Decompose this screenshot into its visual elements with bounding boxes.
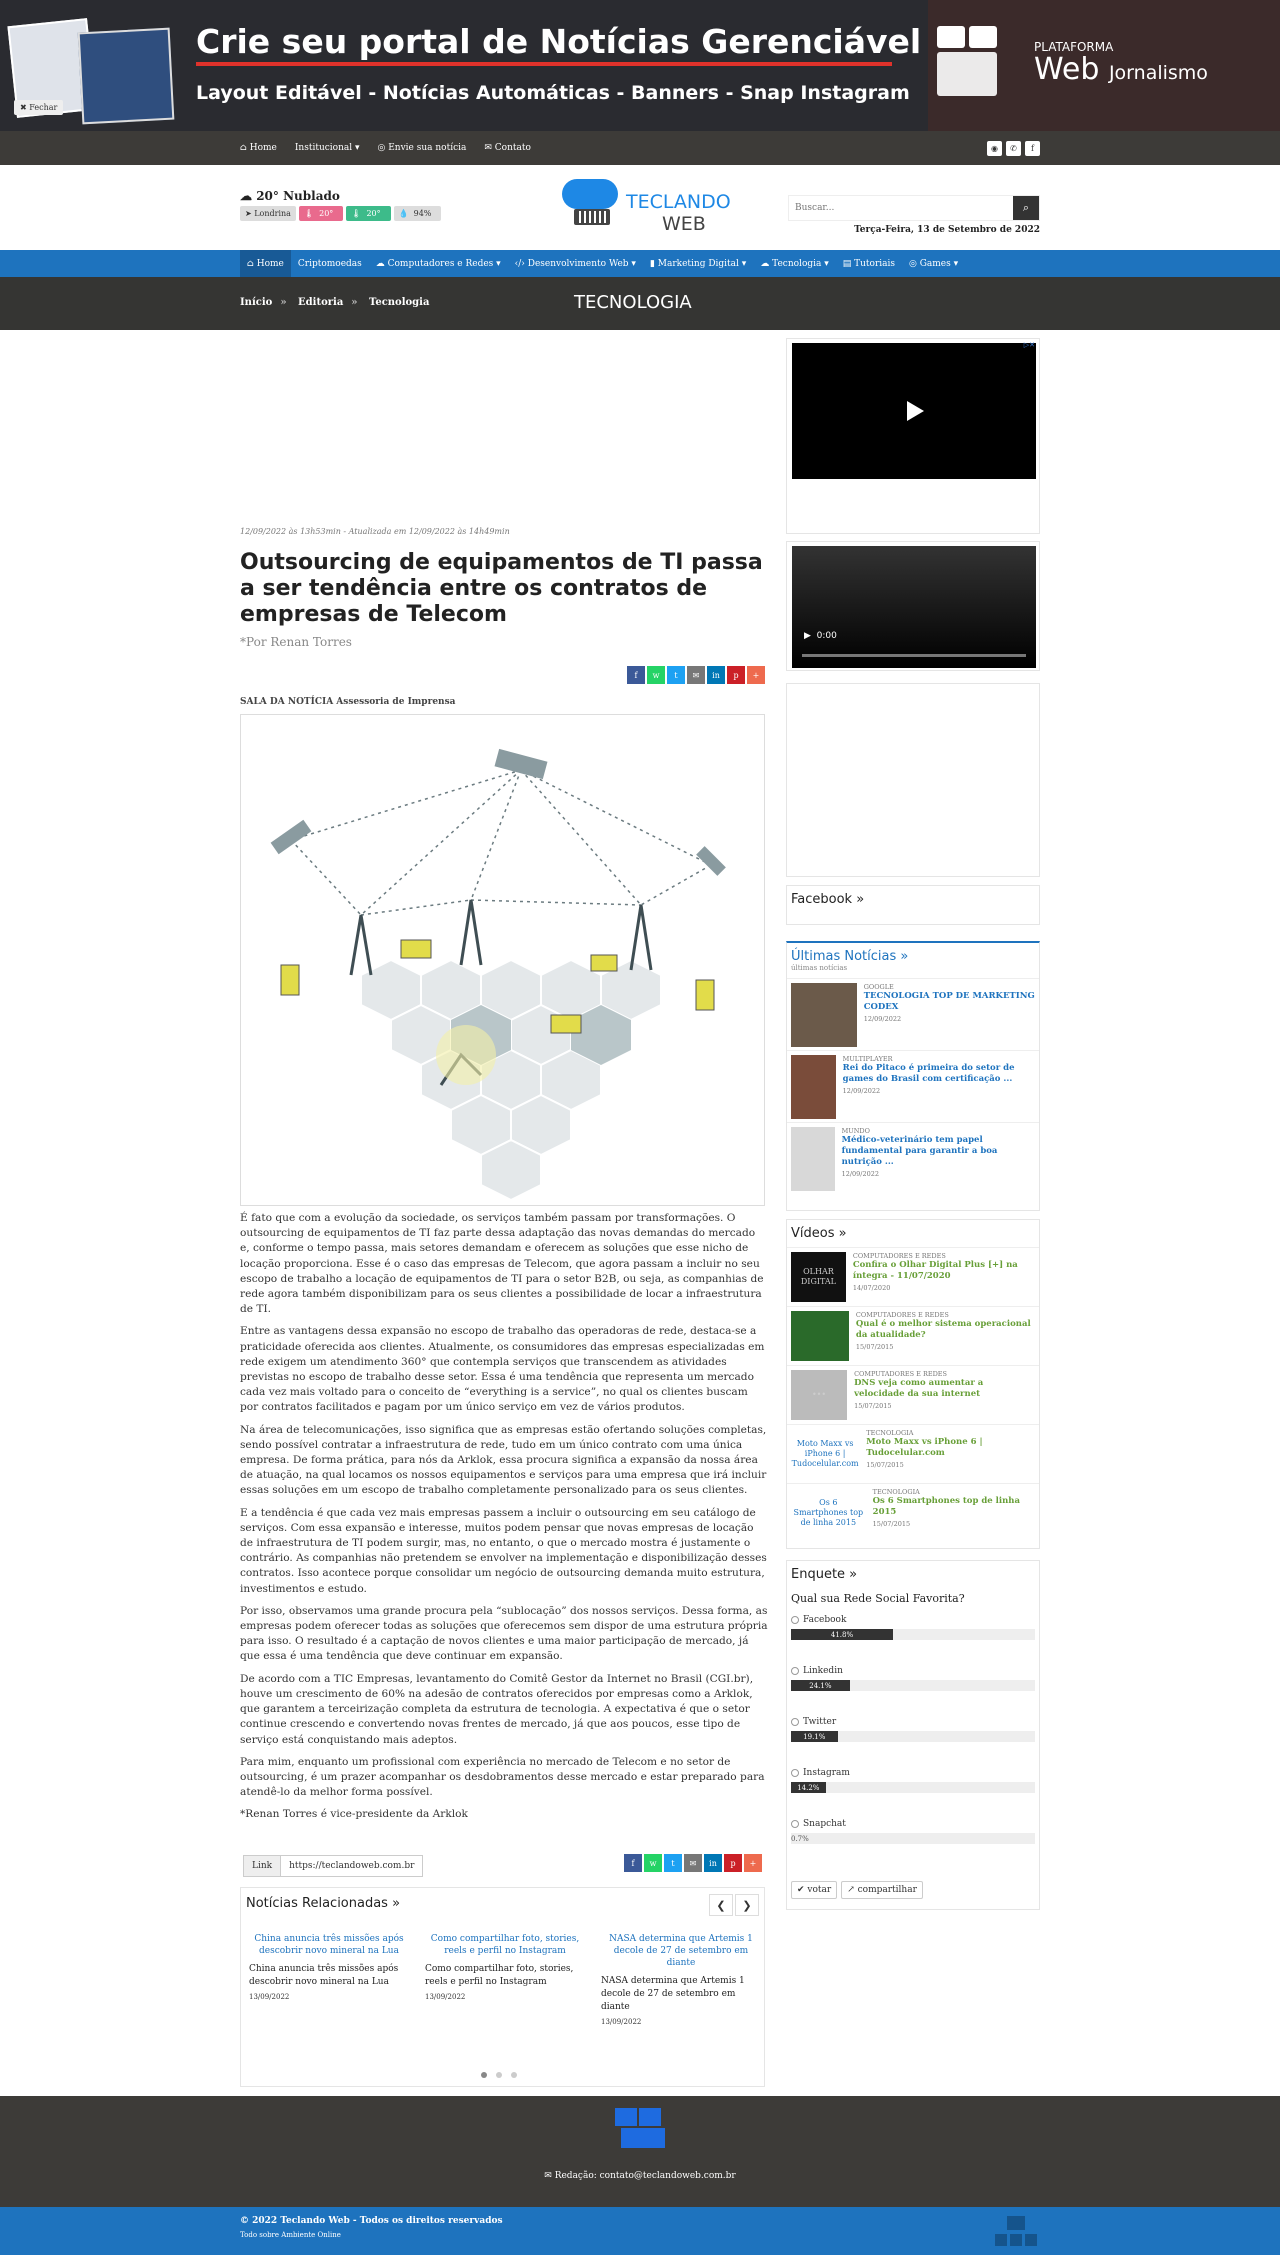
poll-option <box>787 1819 1039 1844</box>
carousel-dots <box>481 2072 517 2078</box>
poll-option-text: Linkedin <box>803 1666 843 1676</box>
poll-question: Qual sua Rede Social Favorita? <box>791 1592 965 1605</box>
poll-title[interactable]: Enquete » <box>791 1567 858 1582</box>
whatsapp-icon[interactable]: ✆ <box>1006 141 1021 156</box>
news-thumbnail[interactable] <box>791 983 857 1047</box>
poll-option <box>787 1768 1039 1793</box>
promo-subline: Layout Editável - Notícias Automáticas - Banners - Snap Instagram <box>196 82 910 104</box>
promo-underline <box>196 62 892 66</box>
video-title[interactable]: Os 6 Smartphones top de linha 2015 <box>872 1496 1020 1517</box>
breadcrumb-home[interactable]: Início <box>240 297 273 308</box>
poll-option-label[interactable] <box>791 1615 1035 1625</box>
poll-result-fill: 24.1% <box>791 1680 850 1691</box>
article-paragraph: Na área de telecomunicações, isso significa que as empresas estão ofertando soluções completas, sendo possível contratar a infraestrutura de rede, tudo em um único contrato com uma única empresa. De forma prática, para nós da Arklok, essa procura significa a expansão da nossa área de atuação, na qual locamos os nossos equipamentos e serviços para uma empresa que irá incluir essas soluções em um escopo de trabalho completamente personalizado para os seus clientes. <box>240 1423 767 1497</box>
facebook-widget-title[interactable]: Facebook » <box>791 892 865 907</box>
video-date: 14/07/2020 <box>852 1284 891 1292</box>
chevron-right-icon[interactable]: ❯ <box>735 1894 759 1916</box>
weather-max: 🌡 20° <box>299 206 343 221</box>
related-item[interactable] <box>601 1933 761 2026</box>
logo-text-bottom: WEB <box>662 213 706 235</box>
related-item[interactable] <box>425 1933 585 2001</box>
article-source: SALA DA NOTÍCIA Assessoria de Imprensa <box>240 697 456 707</box>
poll-result-bar <box>791 1629 1035 1640</box>
poll-option-label[interactable] <box>791 1666 1035 1676</box>
poll-result-bar <box>791 1680 1035 1691</box>
related-title: Notícias Relacionadas » <box>246 1896 401 1911</box>
article-meta: 12/09/2022 às 13h53min - Atualizada em 12/09/2022 às 14h49min <box>240 527 510 536</box>
nav-item[interactable]: ▮ Marketing Digital ▾ <box>649 258 747 269</box>
article-author: *Por Renan Torres <box>240 635 352 649</box>
article-paragraph: Por isso, observamos uma grande procura pela “sublocação” dos nossos serviços. Dessa forma, as empresas podem oferecer todas as soluções que oferecemos sem dispor de uma estrutura própria para isso. O resultado é a captação de novos clientes e uma maior participação de mercado, já que essa é uma tendência que deve continuar em expansão. <box>240 1604 768 1663</box>
carousel-controls <box>709 1894 759 1916</box>
nav-item[interactable]: Criptomoedas <box>297 258 362 269</box>
news-date: 12/09/2022 <box>841 1170 880 1178</box>
article-paragraph: E a tendência é que cada vez mais empresas passem a incluir o outsourcing em seu catálogo de serviços. Com essa expansão e interesse, muitos podem pensar que novas empresas de locação de infraestrutura de TI podem surgir, mas, no entanto, o que o mercado mostra é justamente o contrário. As companhias não pretendem se envolver na implementação e disponibilização desses contratos. Isso acontece porque consolidar um negócio de outsourcing demanda muito estrutura, investimentos e estudo. <box>240 1506 767 1595</box>
play-icon <box>792 343 1036 479</box>
main-nav <box>0 250 1280 277</box>
news-thumbnail[interactable] <box>791 1055 836 1119</box>
site-mockup-image <box>78 28 175 125</box>
related-item-title[interactable]: NASA determina que Artemis 1 decole de 27 de setembro em diante <box>601 1976 745 2012</box>
video-item[interactable] <box>787 1483 1039 1542</box>
weather-widget <box>240 189 340 203</box>
facebook-widget <box>786 885 1040 925</box>
video-date: 15/07/2015 <box>854 1402 892 1410</box>
footer <box>0 2096 1280 2207</box>
related-item-title[interactable]: Como compartilhar foto, stories, reels e perfil no Instagram <box>425 1964 574 1987</box>
latest-news-subtitle: últimas notícias <box>791 964 848 972</box>
nav-item[interactable]: ☁ Tecnologia ▾ <box>760 258 829 269</box>
news-item[interactable] <box>787 978 1039 1050</box>
video-category: COMPUTADORES E REDES <box>854 1370 947 1378</box>
nav-item[interactable]: ▤ Tutoriais <box>842 258 895 269</box>
radio-icon[interactable] <box>791 1616 799 1624</box>
article-paragraph: *Renan Torres é vice-presidente da Arklok <box>240 1808 468 1821</box>
search-input[interactable] <box>789 196 1013 220</box>
poll-option-label[interactable] <box>791 1717 1035 1727</box>
ad-video-player[interactable] <box>792 343 1036 479</box>
top-menu-item[interactable]: ✉ Contato <box>484 143 531 153</box>
poll-option-text: Twitter <box>803 1717 837 1727</box>
chevron-left-icon[interactable]: ❮ <box>709 1894 733 1916</box>
video-thumbnail[interactable]: ••• <box>791 1370 847 1420</box>
video-item[interactable] <box>787 1424 1039 1483</box>
header <box>240 165 1040 250</box>
videos-title[interactable]: Vídeos » <box>791 1226 847 1241</box>
share-button-icon[interactable]: w <box>644 1854 662 1872</box>
poll-option-label[interactable] <box>791 1768 1035 1778</box>
poll-option-label[interactable] <box>791 1819 1035 1829</box>
related-item-date: 13/09/2022 <box>249 1993 290 2001</box>
related-news <box>240 1887 765 2087</box>
article-paragraph: Entre as vantagens dessa expansão no escopo de trabalho das operadoras de rede, destaca-se a praticidade oferecida aos clientes. Atualmente, os consumidores das empresas especializadas em rede exigem um atendimento 360° que contempla serviços que transcendem as atividades previstas no escopo de trabalho desse setor. Essa é uma tendência que representa um mercado cada vez mais voltado para o conceito de “everything is a service”, no qual os clientes buscam por contratos facilitados e pagam por um único serviço em vez de vários produtos. <box>240 1325 765 1414</box>
poll-actions <box>791 1881 923 1899</box>
news-item[interactable] <box>787 1050 1039 1122</box>
carousel-dot[interactable] <box>511 2072 517 2078</box>
search-icon: ⌕ <box>1022 201 1030 214</box>
share-buttons-bottom <box>624 1854 762 1872</box>
cloud-logo-icon <box>562 179 618 209</box>
weather-temp: 20° <box>256 189 279 203</box>
news-category: MULTIPLAYER <box>842 1055 893 1063</box>
poll-option-text: Instagram <box>803 1768 850 1778</box>
video-slot <box>786 541 1040 671</box>
keyboard-logo-icon <box>574 209 610 225</box>
nav-item[interactable]: ◎ Games ▾ <box>909 258 959 269</box>
news-item[interactable] <box>787 1122 1039 1194</box>
share-button-icon[interactable]: f <box>624 1854 642 1872</box>
breadcrumb-section[interactable]: Editoria <box>298 297 344 308</box>
rss-icon[interactable]: ◉ <box>987 141 1002 156</box>
footer-brand-icon <box>995 2216 1037 2250</box>
top-menu-item[interactable]: ⌂ Home <box>240 143 277 153</box>
share-button-icon[interactable]: f <box>627 666 645 684</box>
news-title[interactable]: Médico-veterinário tem papel fundamental para garantir a boa nutrição ... <box>841 1135 998 1167</box>
footer-logo-icon[interactable] <box>615 2108 665 2148</box>
social-icons <box>987 141 1040 156</box>
article-paragraph: De acordo com a TIC Empresas, levantamento do Comitê Gestor da Internet no Brasil (CGI.br), houve um crescimento de 60% na adesão de contratos oferecidos por empresas como a Arklok, que garantem a terceirização completa da estrutura de tecnologia. A expectativa é que o setor continue crescendo e convertendo novas frentes de mercado, já que aos poucos, esse tipo de serviço está conquistando mais adeptos. <box>240 1672 754 1746</box>
video-date: 15/07/2015 <box>855 1343 894 1351</box>
video-thumbnail[interactable] <box>791 1311 849 1361</box>
bottom-bar <box>0 2207 1280 2255</box>
video-item[interactable] <box>787 1365 1039 1424</box>
poll-result-bar <box>791 1782 1035 1793</box>
copyright: © 2022 Teclando Web - Todos os direitos reservados <box>240 2216 503 2226</box>
link-label: Link <box>244 1856 281 1876</box>
poll-option-text: Snapchat <box>803 1819 846 1829</box>
poll-option <box>787 1666 1039 1691</box>
link-url-field[interactable]: https://teclandoweb.com.br <box>289 1861 415 1871</box>
vote-button[interactable]: ✔ votar <box>791 1881 837 1899</box>
facebook-icon[interactable]: f <box>1025 141 1040 156</box>
promo-headline: Crie seu portal de Notícias Gerenciável <box>196 22 922 61</box>
video-item[interactable] <box>787 1247 1039 1306</box>
poll-result-fill: 14.2% <box>791 1782 826 1793</box>
close-banner-button[interactable]: ✖ Fechar <box>14 100 63 115</box>
radio-icon[interactable] <box>791 1667 799 1675</box>
video-category: COMPUTADORES E REDES <box>852 1252 946 1260</box>
news-date: 12/09/2022 <box>842 1087 881 1095</box>
article-image <box>240 714 765 1206</box>
video-category: TECNOLOGIA <box>872 1488 920 1496</box>
share-button-icon[interactable]: t <box>667 666 685 684</box>
article-paragraph: Para mim, enquanto um profissional com experiência no mercado de Telecom e no setor de outsourcing, é um prazer acompanhar os desdobramentos desse mercado e estar preparado para atendê-lo da melhor forma possível. <box>240 1755 765 1799</box>
logo-text-top: TECLANDO <box>626 191 731 213</box>
top-menu-item[interactable]: ◎ Envie sua notícia <box>377 143 467 153</box>
adchoices-icon[interactable]: ▷✕ <box>1023 341 1035 349</box>
news-title[interactable]: TECNOLOGIA TOP DE MARKETING CODEX <box>863 991 1035 1012</box>
related-item-date: 13/09/2022 <box>601 2018 642 2026</box>
radio-icon[interactable] <box>791 1820 799 1828</box>
weather-min: 🌡 20° <box>346 206 390 221</box>
share-button-icon[interactable]: p <box>724 1854 742 1872</box>
video-date: 15/07/2015 <box>866 1461 904 1469</box>
article-paragraph: É fato que com a evolução da sociedade, os serviços também passam por transformações. O outsourcing de equipamentos de TI faz parte dessa adaptação das novas demandas do mercado e, conforme o tempo passa, mais setores demandam e oferecem as soluções que esse nicho de locação proporciona. Esse é o caso das empresas de Telecom, que agora passam a incluir no seu escopo de trabalho a locação de equipamentos de TI para o setor B2B, ou seja, as companhias de rede agora também disponibilizam para os seus clientes a possibilidade de locar a infraestrutura de TI. <box>240 1212 764 1316</box>
article-title: Outsourcing de equipamentos de TI passa a ser tendência entre os contratos de empresas de Telecom <box>240 550 763 627</box>
news-title[interactable]: Rei do Pitaco é primeira do setor de games do Brasil com certificação ... <box>842 1063 1015 1084</box>
share-poll-button[interactable]: ↗ compartilhar <box>841 1881 923 1899</box>
weather-humidity: 💧 94% <box>394 206 442 221</box>
news-category: MUNDO <box>841 1127 870 1135</box>
video-category: COMPUTADORES E REDES <box>855 1311 949 1319</box>
page-title: TECNOLOGIA <box>574 292 692 313</box>
video-thumbnail[interactable]: Moto Maxx vs iPhone 6 | Tudocelular.com <box>791 1429 859 1479</box>
video-progress-bar[interactable] <box>802 654 1026 657</box>
ad-video-slot <box>786 338 1040 534</box>
share-button-icon[interactable]: in <box>707 666 725 684</box>
weather-badges <box>240 206 441 221</box>
related-image-alt[interactable]: China anuncia três missões após descobrir novo mineral na Lua <box>254 1934 404 1956</box>
web-jornalismo-logo-icon <box>937 26 999 98</box>
share-button-icon[interactable]: ✉ <box>687 666 705 684</box>
video-item[interactable] <box>787 1306 1039 1365</box>
carousel-dot[interactable] <box>481 2072 487 2078</box>
related-item-date: 13/09/2022 <box>425 1993 466 2001</box>
related-item-title[interactable]: China anuncia três missões após descobrir novo mineral na Lua <box>249 1964 399 1987</box>
top-menu <box>240 143 531 153</box>
video-date: 15/07/2015 <box>872 1520 911 1528</box>
video-thumbnail[interactable]: OLHAR DIGITAL <box>791 1252 846 1302</box>
cms-credit[interactable]: Todo sobre Ambiente Online <box>240 2231 341 2239</box>
latest-news-title[interactable]: Últimas Notícias » <box>791 949 909 964</box>
share-button-icon[interactable]: p <box>727 666 745 684</box>
news-category: GOOGLE <box>863 983 894 991</box>
related-image-alt[interactable]: NASA determina que Artemis 1 decole de 27 de setembro em diante <box>609 1934 753 1968</box>
poll-widget <box>786 1560 1040 1910</box>
promo-brand-small: PLATAFORMA <box>1034 40 1114 54</box>
search-button[interactable] <box>1013 196 1039 220</box>
video-title[interactable]: Confira o Olhar Digital Plus [+] na íntegra - 11/07/2020 <box>852 1260 1018 1281</box>
share-buttons <box>627 666 765 684</box>
share-link-box <box>243 1855 423 1877</box>
weather-city: ➤ Londrina <box>240 206 296 221</box>
site-logo[interactable] <box>562 175 731 235</box>
radio-icon[interactable] <box>791 1718 799 1726</box>
share-button-icon[interactable]: t <box>664 1854 682 1872</box>
top-menu-item[interactable]: Institucional ▾ <box>294 143 360 153</box>
related-image-alt[interactable]: Como compartilhar foto, stories, reels e perfil no Instagram <box>430 1934 580 1956</box>
video-player[interactable] <box>792 546 1036 668</box>
promo-banner[interactable] <box>0 0 1280 131</box>
video-title[interactable]: DNS veja como aumentar a velocidade da sua internet <box>854 1378 984 1399</box>
telecom-network-illustration <box>241 715 764 1205</box>
latest-news-widget <box>786 941 1040 1211</box>
radio-icon[interactable] <box>791 1769 799 1777</box>
video-category: TECNOLOGIA <box>866 1429 914 1437</box>
share-button-icon[interactable]: in <box>704 1854 722 1872</box>
ad-slot-empty <box>786 683 1040 877</box>
footer-contact-email[interactable]: ✉ Redação: contato@teclandoweb.com.br <box>544 2171 736 2181</box>
poll-result-bar <box>791 1833 1035 1844</box>
videos-widget <box>786 1219 1040 1549</box>
promo-brand-name: Web Jornalismo <box>1034 52 1208 87</box>
top-bar <box>0 131 1280 165</box>
poll-option <box>787 1615 1039 1640</box>
page-heading-bar <box>0 277 1280 330</box>
share-button-icon[interactable]: + <box>744 1854 762 1872</box>
cloud-icon: ☁ <box>240 189 252 203</box>
share-button-icon[interactable]: + <box>747 666 765 684</box>
video-controls[interactable]: ▶ 0:00 <box>804 631 837 641</box>
breadcrumb-current[interactable]: Tecnologia <box>369 297 430 308</box>
weather-condition: Nublado <box>283 189 340 203</box>
related-item[interactable] <box>249 1933 409 2001</box>
current-date: Terça-Feira, 13 de Setembro de 2022 <box>854 225 1040 235</box>
news-thumbnail[interactable] <box>791 1127 835 1191</box>
breadcrumb: Início » Editoria » Tecnologia <box>240 297 430 308</box>
poll-option-text: Facebook <box>803 1615 847 1625</box>
article-body <box>240 1211 768 1830</box>
share-button-icon[interactable]: w <box>647 666 665 684</box>
video-title[interactable]: Moto Maxx vs iPhone 6 | Tudocelular.com <box>866 1437 983 1458</box>
search-bar <box>788 195 1040 221</box>
poll-result-fill: 0.7% <box>791 1834 809 1843</box>
video-title[interactable]: Qual é o melhor sistema operacional da atualidade? <box>855 1319 1031 1340</box>
poll-result-fill: 19.1% <box>791 1731 838 1742</box>
share-button-icon[interactable]: ✉ <box>684 1854 702 1872</box>
poll-result-fill: 41.8% <box>791 1629 893 1640</box>
poll-result-bar <box>791 1731 1035 1742</box>
nav-item[interactable]: ⌂ Home <box>240 250 291 277</box>
nav-item[interactable]: ‹/› Desenvolvimento Web ▾ <box>514 258 636 269</box>
news-date: 12/09/2022 <box>863 1015 902 1023</box>
video-thumbnail[interactable]: Os 6 Smartphones top de linha 2015 <box>791 1488 866 1538</box>
carousel-dot[interactable] <box>496 2072 502 2078</box>
nav-item[interactable]: ☁ Computadores e Redes ▾ <box>375 258 501 269</box>
poll-option <box>787 1717 1039 1742</box>
